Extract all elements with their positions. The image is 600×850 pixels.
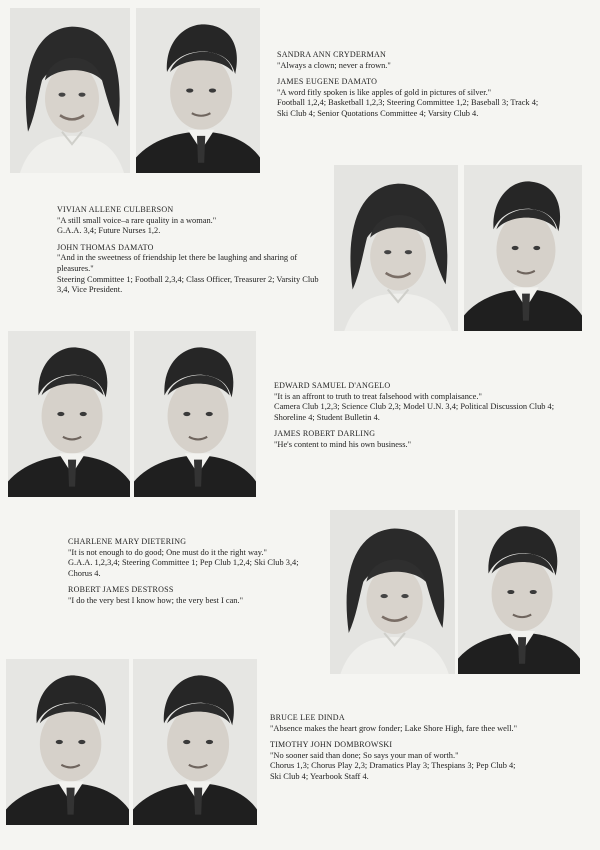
senior-quote: "Absence makes the heart grow fonder; Lake Shore High, fare thee well."	[270, 723, 518, 733]
senior-quote: "I do the very best I know how; the very best I can."	[68, 595, 243, 605]
portrait-photo-charlene-dietering	[330, 510, 455, 674]
senior-text-block-3	[274, 381, 564, 457]
senior-entry	[57, 243, 319, 296]
senior-activities: G.A.A. 1,2,3,4; Steering Committee 1; Pep Club 1,2,4; Ski Club 3,4; Chorus 4.	[68, 558, 299, 578]
senior-quote: "It is not enough to do good; One must do it the right way."	[68, 547, 267, 557]
portrait-photo-james-darling	[134, 331, 256, 497]
senior-quote: "It is an affront to truth to treat falsehood with complaisance."	[274, 391, 482, 401]
senior-activities: G.A.A. 3,4; Future Nurses 1,2.	[57, 226, 161, 236]
senior-text-block-5	[270, 713, 526, 789]
senior-activities: Camera Club 1,2,3; Science Club 2,3; Model U.N. 3,4; Political Discussion Club 4; Shoreline 4; Student Bulletin 4.	[274, 402, 555, 422]
senior-entry	[274, 381, 564, 423]
senior-quote: "A still small voice–a rare quality in a woman."	[57, 215, 217, 225]
senior-entry	[270, 740, 526, 782]
senior-quote: "And in the sweetness of friendship let there be laughing and sharing of pleasures."	[57, 253, 298, 273]
senior-name: ROBERT JAMES DESTROSS	[68, 585, 174, 595]
senior-entry	[57, 205, 319, 237]
senior-name: BRUCE LEE DINDA	[270, 713, 345, 722]
portrait-photo-john-damato	[464, 165, 582, 331]
portrait-photo-robert-destross	[458, 510, 580, 674]
senior-entry	[277, 77, 539, 119]
senior-entry	[277, 50, 539, 71]
senior-quote: "No sooner said than done; So says your man of worth."	[270, 750, 459, 760]
portrait-photo-james-damato	[136, 8, 260, 173]
senior-entry	[270, 713, 526, 734]
senior-name: EDWARD SAMUEL D'ANGELO	[274, 381, 391, 390]
senior-activities: Chorus 1,3; Chorus Play 2,3; Dramatics Play 3; Thespians 3; Pep Club 4; Ski Club 4; Yearbook Staff 4.	[270, 761, 516, 781]
senior-text-block-4	[68, 537, 318, 613]
portrait-photo-vivian-culberson	[334, 165, 458, 331]
senior-name: VIVIAN ALLENE CULBERSON	[57, 205, 174, 214]
portrait-photo-timothy-dombrowski	[133, 659, 257, 825]
senior-quote: "Always a clown; never a frown."	[277, 60, 391, 70]
senior-entry	[274, 429, 564, 450]
senior-quote: "He's content to mind his own business."	[274, 439, 411, 449]
senior-entry	[68, 537, 318, 579]
senior-text-block-2	[57, 205, 319, 302]
senior-activities: Steering Committee 1; Football 2,3,4; Class Officer, Treasurer 2; Varsity Club 3,4, Vice President.	[57, 274, 319, 295]
senior-quote: "A word fitly spoken is like apples of gold in pictures of silver."	[277, 87, 492, 97]
portrait-photo-sandra-cryderman	[10, 8, 130, 173]
senior-activities: Football 1,2,4; Basketball 1,2,3; Steering Committee 1,2; Baseball 3; Track 4; Ski Club 4; Senior Quotations Committee 4; Varsity Club 4.	[277, 98, 539, 118]
senior-name: CHARLENE MARY DIETERING	[68, 537, 187, 546]
senior-text-block-1	[277, 50, 539, 126]
senior-name: JAMES EUGENE DAMATO	[277, 77, 378, 87]
senior-name: SANDRA ANN CRYDERMAN	[277, 50, 387, 59]
portrait-photo-edward-dangelo	[8, 331, 130, 497]
senior-name: JOHN THOMAS DAMATO	[57, 242, 154, 252]
senior-name: JAMES ROBERT DARLING	[274, 429, 376, 439]
portrait-photo-bruce-dinda	[6, 659, 129, 825]
senior-entry	[68, 585, 318, 606]
senior-name: TIMOTHY JOHN DOMBROWSKI	[270, 740, 393, 750]
